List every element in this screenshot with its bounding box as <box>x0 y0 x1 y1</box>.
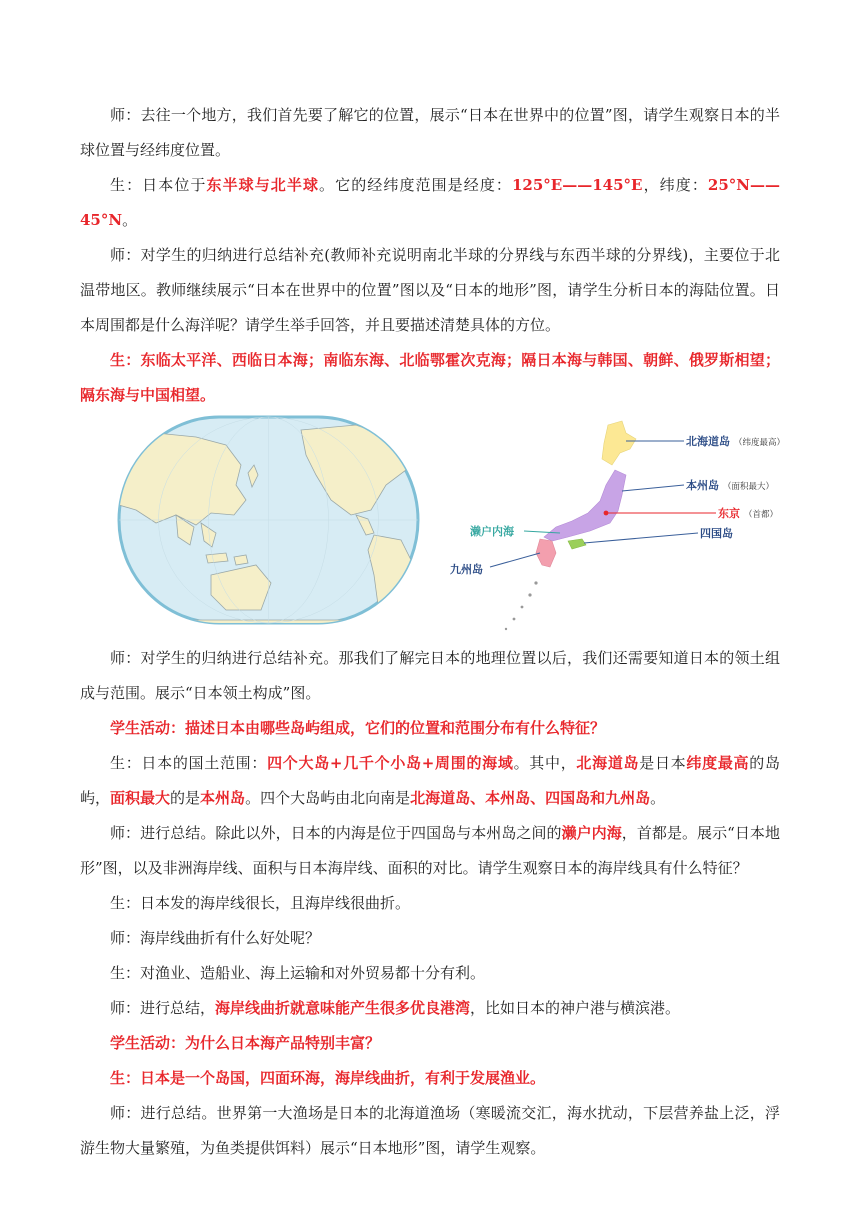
label-honshu-note: （面积最大） <box>723 482 775 492</box>
paragraph <box>80 816 780 886</box>
highlighted-text: 25°N——45°N <box>80 176 780 229</box>
text-run: 的是 <box>170 789 201 807</box>
text-run: 生：对渔业、造船业、海上运输和对外贸易都十分有利。 <box>110 964 486 982</box>
text-run: 师：对学生的归纳进行总结补充(教师补充说明南北半球的分界线与东西半球的分界线)，主要位于北温带地区。教师继续展示“日本在世界中的位置”图以及“日本的地形”图，请学生分析日本的海陆位置。日本周围都是什么海洋呢？请学生举手回答，并且要描述清楚具体的方位。 <box>80 246 780 334</box>
text-run: 师：去往一个地方，我们首先要了解它的位置，展示“日本在世界中的位置”图，请学生观察日本的半球位置与经纬度位置。 <box>80 106 780 159</box>
highlighted-text: 四个大岛+几千个小岛+周围的海域 <box>267 754 514 772</box>
text-run: 是日本 <box>639 754 687 772</box>
text-run: 的岛屿， <box>80 754 780 807</box>
label-hokkaido-note: （纬度最高） <box>734 438 780 448</box>
world-map-figure <box>116 415 421 625</box>
highlighted-text: 北海道岛、本州岛、四国岛和九州岛 <box>410 789 651 807</box>
label-tokyo-note: （首都） <box>744 510 779 520</box>
text-run: 生：日本发的海岸线很长，且海岸线很曲折。 <box>110 894 411 912</box>
paragraph <box>80 238 780 343</box>
highlighted-text: 濑户内海 <box>561 824 622 842</box>
label-honshu: 本州岛 <box>686 479 719 492</box>
japan-map-icon <box>440 415 780 637</box>
highlighted-text: 北海道岛 <box>576 754 640 772</box>
figure-row <box>80 415 780 637</box>
text-run: 生：日本的国土范围： <box>110 754 268 772</box>
text-run: 师：对学生的归纳进行总结补充。那我们了解完日本的地理位置以后，我们还需要知道日本的领土组成与范围。展示“日本领土构成”图。 <box>80 649 780 702</box>
text-run: ，比如日本的神户港与横滨港。 <box>470 999 681 1017</box>
text-run: 。 <box>650 789 666 807</box>
paragraph <box>80 1096 780 1166</box>
paragraph <box>80 746 780 816</box>
label-setonaikai: 濑户内海 <box>470 525 514 538</box>
paragraph <box>80 1026 780 1061</box>
highlighted-text: 学生活动：描述日本由哪些岛屿组成，它们的位置和范围分布有什么特征？ <box>110 719 606 737</box>
text-run: 。四个大岛屿由北向南是 <box>245 789 411 807</box>
text-run: 。它的经纬度范围是经度： <box>319 176 512 194</box>
text-run: 师：进行总结。除此以外，日本的内海是位于四国岛与本州岛之间的 <box>110 824 562 842</box>
document-page <box>80 98 780 1166</box>
text-run: 师：海岸线曲折有什么好处呢？ <box>110 929 321 947</box>
label-kyushu: 九州岛 <box>450 563 483 576</box>
japan-map-figure <box>440 415 780 637</box>
text-run: ，首都是。展示“日本地形”图，以及非洲海岸线、面积与日本海岸线、面积的对比。请学生观察日本的海岸线具有什么特征？ <box>80 824 780 877</box>
text-run: 。其中， <box>513 754 577 772</box>
paragraph <box>80 711 780 746</box>
highlighted-text: 面积最大 <box>110 789 171 807</box>
highlighted-text: 125°E——145°E <box>512 176 643 194</box>
paragraph <box>80 168 780 238</box>
text-run: 师：进行总结， <box>110 999 216 1017</box>
paragraph <box>80 1061 780 1096</box>
highlighted-text: 海岸线曲折就意味能产生很多优良港湾 <box>215 999 471 1017</box>
paragraph <box>80 641 780 711</box>
world-map-icon <box>116 415 421 625</box>
text-run: ，纬度： <box>642 176 708 194</box>
text-run: 师：进行总结。世界第一大渔场是日本的北海道渔场（寒暖流交汇，海水扰动，下层营养盐上泛，浮游生物大量繁殖，为鱼类提供饵料）展示“日本地形”图，请学生观察。 <box>80 1104 780 1157</box>
text-block-bottom <box>80 641 780 1166</box>
text-run: 。 <box>122 211 138 229</box>
paragraph <box>80 921 780 956</box>
label-hokkaido: 北海道岛 <box>686 435 730 448</box>
paragraph <box>80 956 780 991</box>
text-run: 生：日本位于 <box>110 176 207 194</box>
highlighted-text: 生：日本是一个岛国，四面环海，海岸线曲折，有利于发展渔业。 <box>110 1069 546 1087</box>
label-shikoku: 四国岛 <box>700 527 733 540</box>
paragraph <box>80 98 780 168</box>
paragraph <box>80 991 780 1026</box>
highlighted-text: 纬度最高 <box>686 754 750 772</box>
paragraph <box>80 343 780 413</box>
highlighted-text: 本州岛 <box>200 789 246 807</box>
paragraph <box>80 886 780 921</box>
highlighted-text: 东半球与北半球 <box>206 176 320 194</box>
label-tokyo: 东京 <box>718 507 740 520</box>
highlighted-text: 学生活动：为什么日本海产品特别丰富？ <box>110 1034 381 1052</box>
text-block-top <box>80 98 780 413</box>
highlighted-text: 生：东临太平洋、西临日本海；南临东海、北临鄂霍次克海；隔日本海与韩国、朝鲜、俄罗斯相望；隔东海与中国相望。 <box>80 351 780 404</box>
